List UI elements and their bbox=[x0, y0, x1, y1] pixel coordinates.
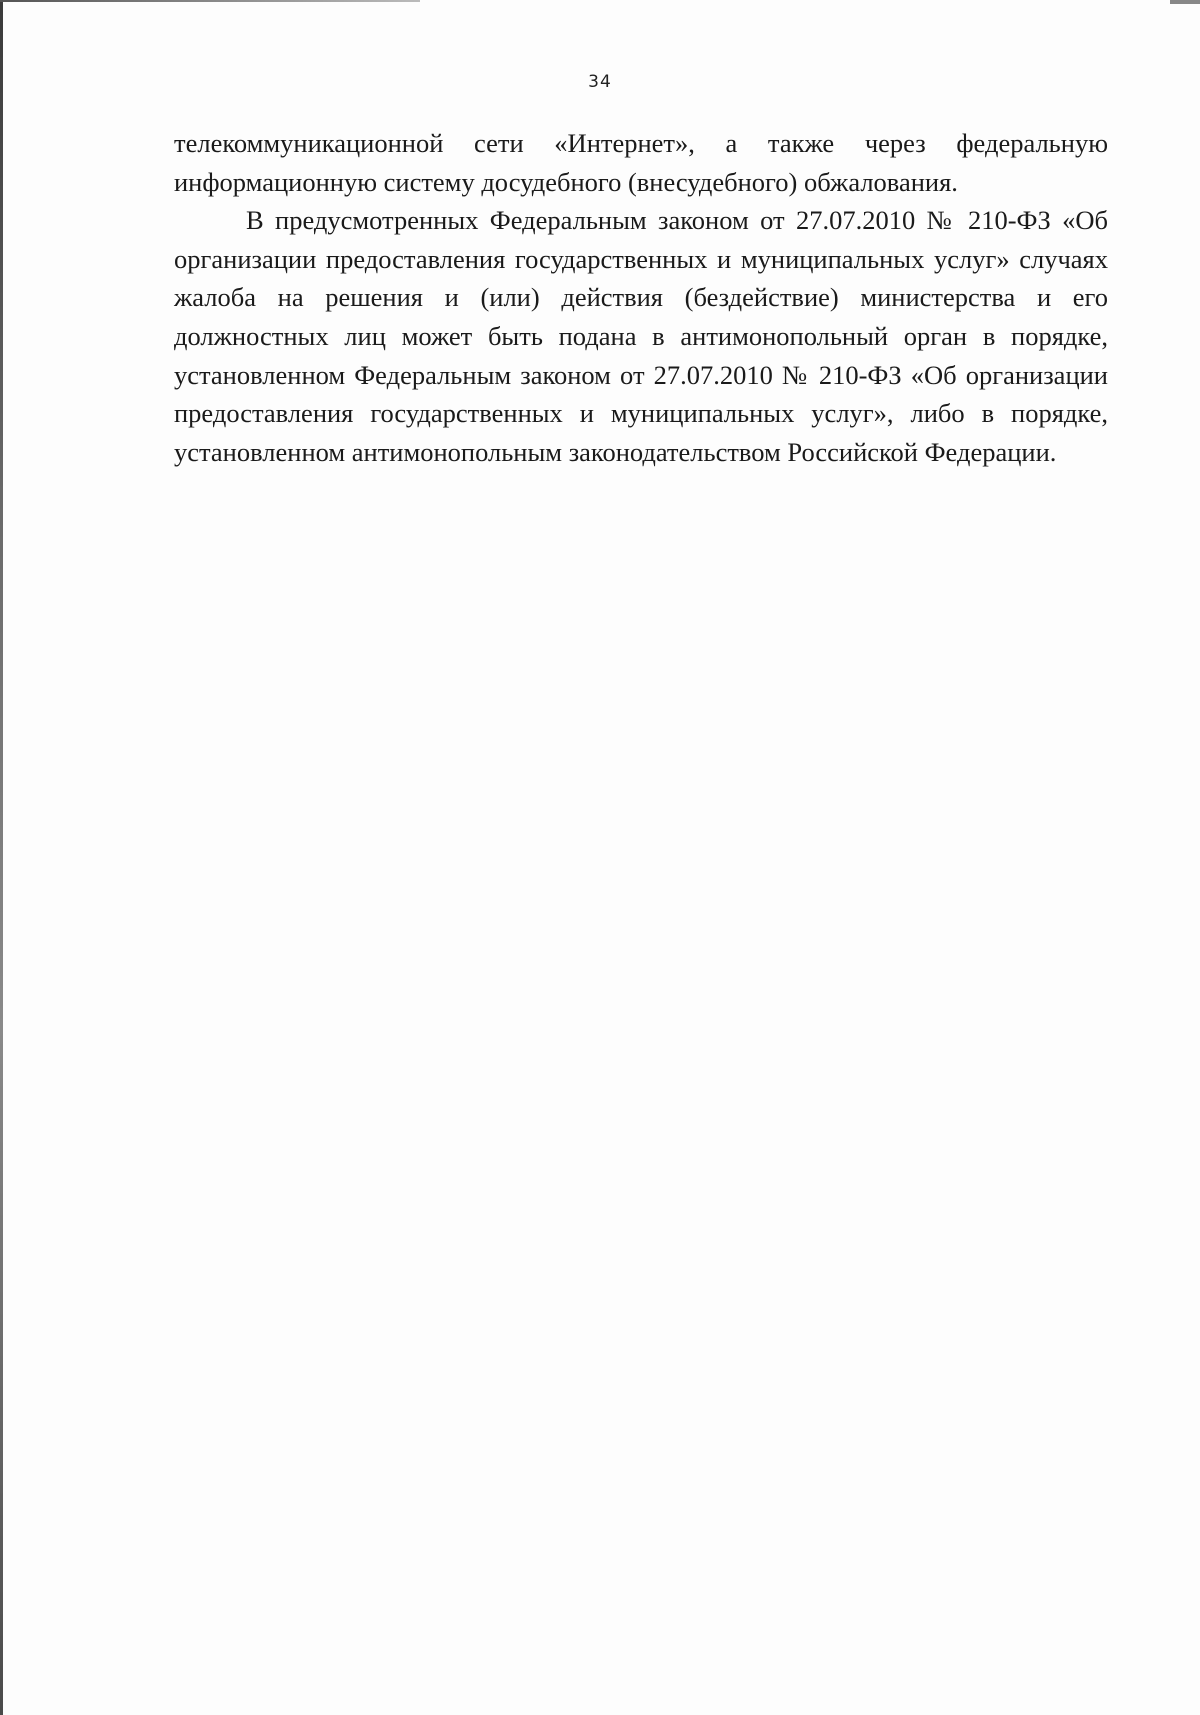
page-number: 34 bbox=[588, 72, 612, 92]
scan-edge-left bbox=[0, 0, 3, 1715]
paragraph-continuation: телекоммуникационной сети «Интернет», а также через федеральную информационную систему досудебного (внесудебного) обжалования. bbox=[174, 128, 1108, 197]
scan-edge-top-right bbox=[1170, 0, 1200, 4]
scan-edge-top bbox=[0, 0, 420, 2]
paragraph-complaint-procedure: В предусмотренных Федеральным законом от 27.07.2010 № 210-ФЗ «Об организации предоставления государственных и муниципальных услуг» случаях жалоба на решения и (или) действия (бездействие) министерства и его должностных лиц может быть подана в антимонопольный орган в порядке, установленном Федеральным законом от 27.07.2010 № 210-ФЗ «Об организации предоставления государственных и муниципальных услуг», либо в порядке, установленном антимонопольным законодательством Российской Федерации. bbox=[174, 205, 1108, 467]
document-body bbox=[174, 124, 1108, 471]
